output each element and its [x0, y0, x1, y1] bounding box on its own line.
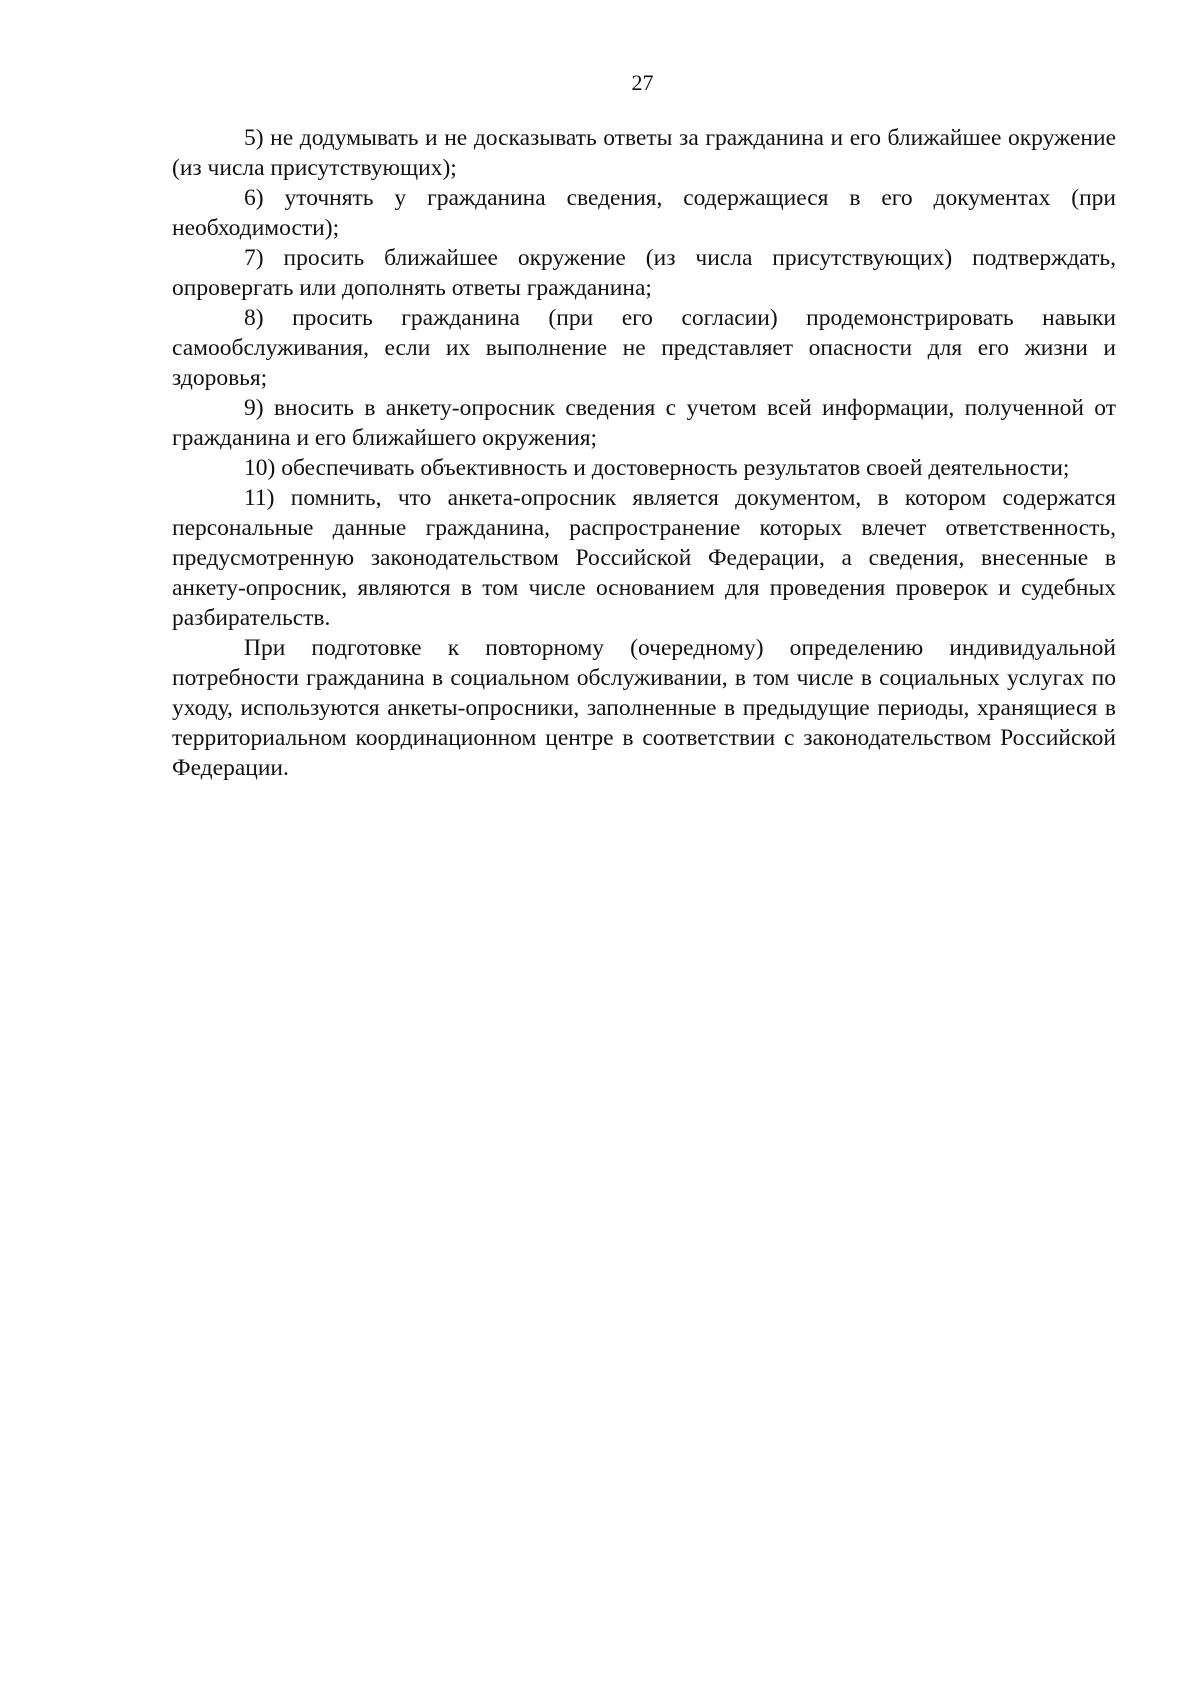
list-item-7: 7) просить ближайшее окружение (из числа присутствующих) подтверждать, опровергать или дополнять ответы гражданина;	[172, 245, 1116, 301]
list-item-11: 11) помнить, что анкета-опросник является документом, в котором содержатся персональные данные гражданина, распространение которых влечет ответственность, предусмотренную законодательством Российской Федерации, а сведения, внесенные в анкету-опросник, являются в том числе основанием для проведения проверок и судебных разбирательств.	[172, 485, 1116, 631]
list-item-5: 5) не додумывать и не досказывать ответы за гражданина и его ближайшее окружение (из числа присутствующих);	[172, 125, 1116, 181]
list-item-9: 9) вносить в анкету-опросник сведения с учетом всей информации, полученной от гражданина и его ближайшего окружения;	[172, 395, 1116, 451]
closing-paragraph: При подготовке к повторному (очередному) определению индивидуальной потребности гражданина в социальном обслуживании, в том числе в социальных услугах по уходу, используются анкеты-опросники, заполненные в предыдущие периоды, хранящиеся в территориальном координационном центре в соответствии с законодательством Российской Федерации.	[172, 635, 1116, 781]
list-item-6: 6) уточнять у гражданина сведения, содержащиеся в его документах (при необходимости);	[172, 185, 1116, 241]
list-item-8: 8) просить гражданина (при его согласии) продемонстрировать навыки самообслуживания, если их выполнение не представляет опасности для его жизни и здоровья;	[172, 305, 1116, 391]
document-body	[172, 123, 1116, 783]
list-item-10: 10) обеспечивать объективность и достоверность результатов своей деятельности;	[244, 455, 1070, 481]
page-number: 27	[631, 70, 654, 95]
